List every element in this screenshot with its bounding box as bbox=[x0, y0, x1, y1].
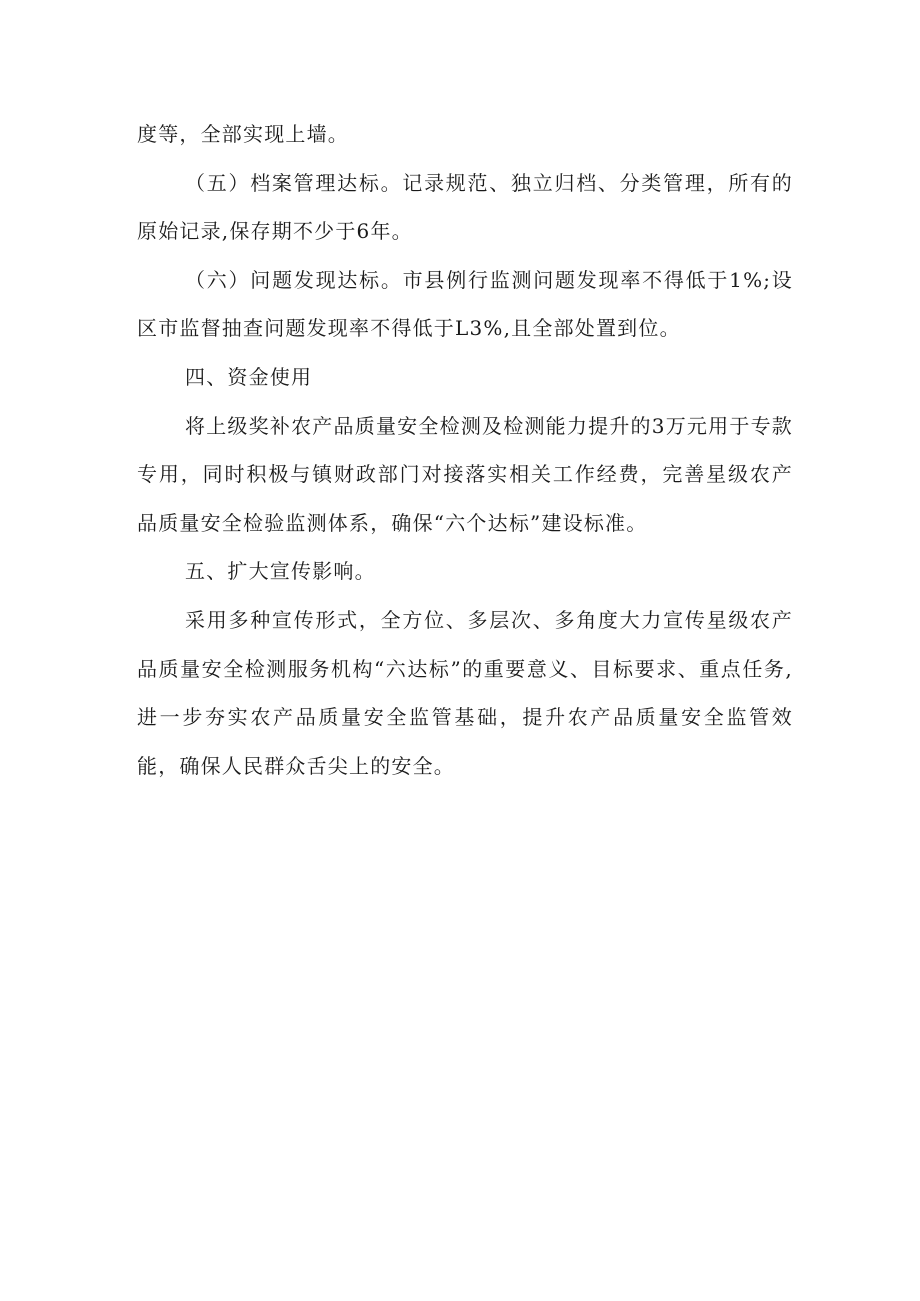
paragraph-publicity: 采用多种宣传形式，全方位、多层次、多角度大力宣传星级农产品质量安全检测服务机构“六达标”的重要意义、目标要求、重点任务,进一步夯实农产品质量安全监管基础，提升农产品质量安全监管效能，确保人民群众舌尖上的安全。 bbox=[137, 607, 793, 778]
document-body bbox=[137, 110, 793, 790]
section-heading-publicity: 五、扩大宣传影响。 bbox=[185, 559, 376, 584]
section-heading-funding: 四、资金使用 bbox=[185, 364, 313, 389]
paragraph-funding: 将上级奖补农产品质量安全检测及检测能力提升的3万元用于专款专用，同时积极与镇财政部门对接落实相关工作经费，完善星级农产品质量安全检验监测体系，确保“六个达标”建设标准。 bbox=[137, 413, 793, 535]
paragraph-problem-detection: （六）问题发现达标。市县例行监测问题发现率不得低于1%;设区市监督抽查问题发现率不得低于L3%,且全部处置到位。 bbox=[137, 267, 793, 341]
paragraph-continuation: 度等，全部实现上墙。 bbox=[137, 122, 349, 146]
paragraph-archive-management: （五）档案管理达标。记录规范、独立归档、分类管理，所有的原始记录,保存期不少于6年。 bbox=[137, 170, 793, 244]
